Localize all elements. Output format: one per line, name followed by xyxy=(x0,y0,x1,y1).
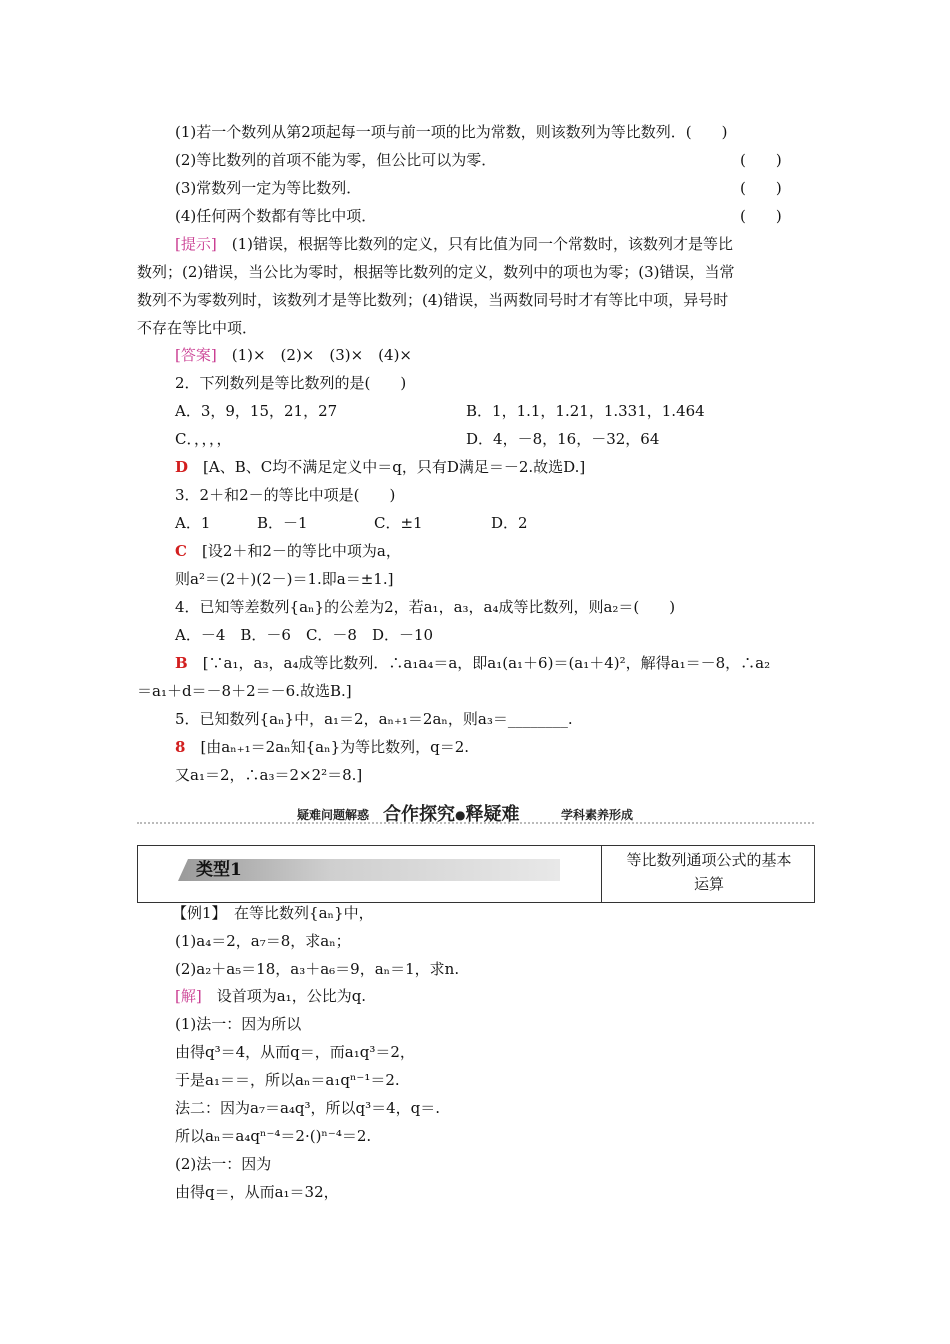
judge-q3: (3)常数列一定为等比数列． xyxy=(175,179,362,197)
banner-main-1: 合作探究 xyxy=(383,804,455,825)
solution-tag: [解] xyxy=(175,987,202,1005)
type-box-title-1: 等比数列通项公式的基本 xyxy=(626,851,792,869)
q2-exp-text: [A、B、C均不满足定义中＝q，只有D满足＝－2.故选D.] xyxy=(203,458,586,476)
q5-answer: 8 xyxy=(175,738,186,756)
banner-arrow-icon: ● xyxy=(455,808,466,822)
banner-right-text: 学科素养形成 xyxy=(561,808,634,822)
solution-step-4: 法二：因为a₇＝a₄q³，所以q³＝4，q＝. xyxy=(175,1099,441,1117)
hint-tag: [提示] xyxy=(175,235,217,253)
q4-explanation-2: ＝a₁＋d＝－8＋2＝－6.故选B.] xyxy=(137,682,352,700)
hint-text-1: (1)错误，根据等比数列的定义，只有比值为同一个常数时，该数列才是等比 xyxy=(231,235,733,253)
q2-option-c: C．，，，， xyxy=(175,430,232,448)
answer-line xyxy=(175,345,412,365)
type-tag-label: 类型1 xyxy=(196,860,242,880)
q2-option-d: D．4，－8，16，－32，64 xyxy=(466,430,660,448)
solution-text: 设首项为a₁，公比为q. xyxy=(216,987,367,1005)
q4-explanation-1 xyxy=(175,653,770,673)
example-head: 【例1】 在等比数列{aₙ}中， xyxy=(172,904,374,922)
answer-tag: [答案] xyxy=(175,346,217,364)
q2-option-b: B．1，1.1，1.21，1.331，1.464 xyxy=(466,402,705,420)
q4-answer: B xyxy=(175,654,188,672)
q3-option-b: B．－1 xyxy=(257,514,308,532)
q3-option-d: D．2 xyxy=(491,514,528,532)
q3-answer: C xyxy=(175,542,187,560)
hint-line-3: 数列不为零数列时，该数列才是等比数列；(4)错误，当两数同号时才有等比中项，异号时 xyxy=(137,291,729,309)
type-box-divider xyxy=(601,846,602,902)
judge-q3-paren: ( ) xyxy=(740,179,782,197)
judge-q4-paren: ( ) xyxy=(740,207,782,225)
solution-step-5: 所以aₙ＝a₄qⁿ⁻⁴＝2·()ⁿ⁻⁴＝2. xyxy=(175,1127,372,1145)
judge-q2-paren: ( ) xyxy=(740,151,782,169)
q3-option-c: C．±1 xyxy=(374,514,423,532)
hint-line-2: 数列；(2)错误，当公比为零时，根据等比数列的定义，数列中的项也为零；(3)错误，当常 xyxy=(137,263,735,281)
hint-line-1 xyxy=(175,234,733,254)
section-banner xyxy=(137,800,814,826)
type-tag-notch xyxy=(178,859,188,881)
q2-explanation xyxy=(175,457,585,477)
judge-q4: (4)任何两个数都有等比中项． xyxy=(175,207,377,225)
q5-stem: 5．已知数列{aₙ}中，a₁＝2，aₙ₊₁＝2aₙ，则a₃＝________. xyxy=(175,710,573,728)
banner-main-2: 释疑难 xyxy=(465,804,520,825)
q3-explanation-2: 则a²＝(2＋)(2－)＝1.即a＝±1.] xyxy=(175,570,394,588)
judge-q1: (1)若一个数列从第2项起每一项与前一项的比为常数，则该数列为等比数列．( ) xyxy=(175,123,728,141)
q4-stem: 4．已知等差数列{aₙ}的公差为2，若a₁，a₃，a₄成等比数列，则a₂＝( ) xyxy=(175,598,676,616)
hint-line-4: 不存在等比中项． xyxy=(137,319,258,337)
solution-step-2: 由得q³＝4，从而q＝，而a₁q³＝2， xyxy=(175,1043,415,1061)
q3-stem: 3．2＋和2－的等比中项是( ) xyxy=(175,486,396,504)
q3-exp-text-1: [设2＋和2－的等比中项为a， xyxy=(201,542,401,560)
type-box xyxy=(137,845,815,903)
q3-explanation-1 xyxy=(175,541,401,561)
type-box-title xyxy=(606,848,812,896)
example-part-2: (2)a₂＋a₅＝18，a₃＋a₆＝9，aₙ＝1，求n. xyxy=(175,960,460,978)
q5-exp-text-1: [由aₙ₊₁＝2aₙ知{aₙ}为等比数列，q＝2. xyxy=(200,738,470,756)
solution-line xyxy=(175,986,366,1006)
banner-rule xyxy=(137,822,814,826)
example-part-1: (1)a₄＝2，a₇＝8，求aₙ； xyxy=(175,932,351,950)
q2-stem: 2．下列数列是等比数列的是( ) xyxy=(175,374,407,392)
q4-exp-text-1: [∵a₁，a₃，a₄成等比数列．∴a₁a₄＝a，即a₁(a₁＋6)＝(a₁＋4)²，解得a₁＝－8，∴a₂ xyxy=(202,654,771,672)
q5-explanation-1 xyxy=(175,737,469,757)
q4-options: A．－4 B．－6 C．－8 D．－10 xyxy=(175,626,434,644)
q2-option-a: A．3，9，15，21，27 xyxy=(175,402,338,420)
q5-explanation-2: 又a₁＝2，∴a₃＝2×2²＝8.] xyxy=(175,766,363,784)
judge-q2: (2)等比数列的首项不能为零，但公比可以为零． xyxy=(175,151,497,169)
solution-step-1: (1)法一：因为所以 xyxy=(175,1015,302,1033)
type-box-title-2: 运算 xyxy=(693,875,724,893)
banner-left-text: 疑难问题解惑 xyxy=(297,808,370,822)
solution-step-3: 于是a₁＝＝，所以aₙ＝a₁qⁿ⁻¹＝2. xyxy=(175,1071,400,1089)
solution-step-6: (2)法一：因为 xyxy=(175,1155,272,1173)
solution-step-7: 由得q＝，从而a₁＝32， xyxy=(175,1183,339,1201)
answer-text: (1)× (2)× (3)× (4)× xyxy=(231,346,412,364)
q3-option-a: A．1 xyxy=(175,514,211,532)
type-tag xyxy=(178,859,560,881)
q2-answer: D xyxy=(175,458,189,476)
